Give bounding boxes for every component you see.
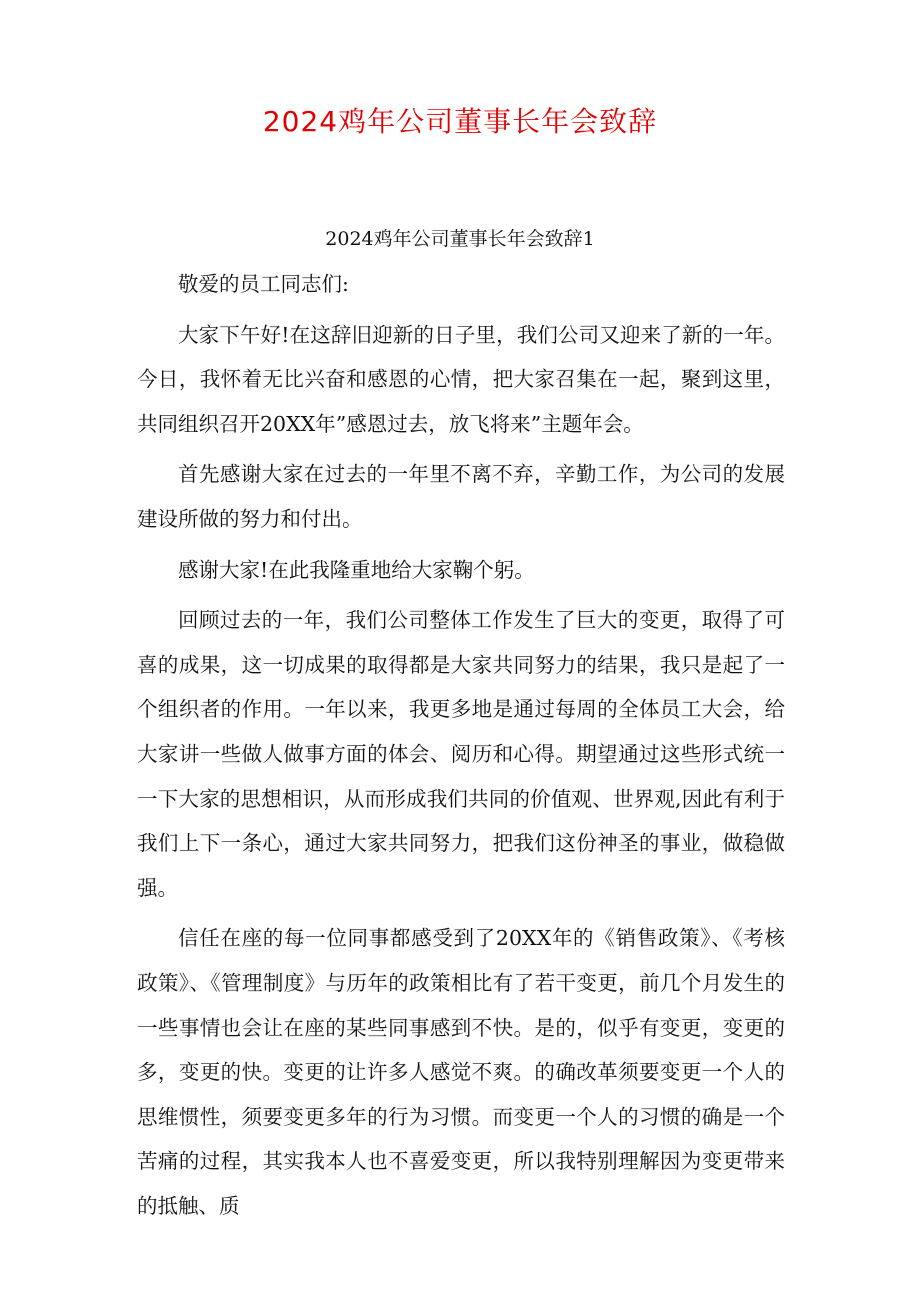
document-body: [137, 262, 785, 1234]
paragraph: 首先感谢大家在过去的一年里不离不弃，辛勤工作，为公司的发展建设所做的努力和付出。: [137, 462, 785, 531]
paragraph: 信任在座的每一位同事都感受到了20XX年的《销售政策》、《考核政策》、《管理制度》与历年的政策相比有了若干变更，前几个月发生的一些事情也会让在座的某些同事感到不快。是的，似乎有变更，变更的多，变更的快。变更的让许多人感觉不爽。的确改革须要变更一个人的思维惯性，须要变更多年的行为习惯。而变更一个人的习惯的确是一个苦痛的过程，其实我本人也不喜爱变更，所以我特别理解因为变更带来的抵触、质: [137, 926, 785, 1218]
section-title: 2024鸡年公司董事长年会致辞1: [325, 228, 595, 250]
document-title: 2024鸡年公司董事长年会致辞: [262, 105, 658, 138]
paragraph-greeting: 敬爱的员工同志们:: [178, 272, 349, 296]
paragraph: 感谢大家!在此我隆重地给大家鞠个躬。: [178, 557, 535, 582]
paragraph: 回顾过去的一年，我们公司整体工作发生了巨大的变更，取得了可喜的成果，这一切成果的取得都是大家共同努力的结果，我只是起了一个组织者的作用。一年以来，我更多地是通过每周的全体员工大会，给大家讲一些做人做事方面的体会、阅历和心得。期望通过这些形式统一一下大家的思想相识，从而形成我们共同的价值观、世界观,因此有利于我们上下一条心，通过大家共同努力，把我们这份神圣的事业，做稳做强。: [137, 608, 785, 900]
paragraph: 大家下午好!在这辞旧迎新的日子里，我们公司又迎来了新的一年。今日，我怀着无比兴奋和感恩的心情，把大家召集在一起，聚到这里，共同组织召开20XX年”感恩过去，放飞将来”主题年会。: [137, 322, 785, 436]
